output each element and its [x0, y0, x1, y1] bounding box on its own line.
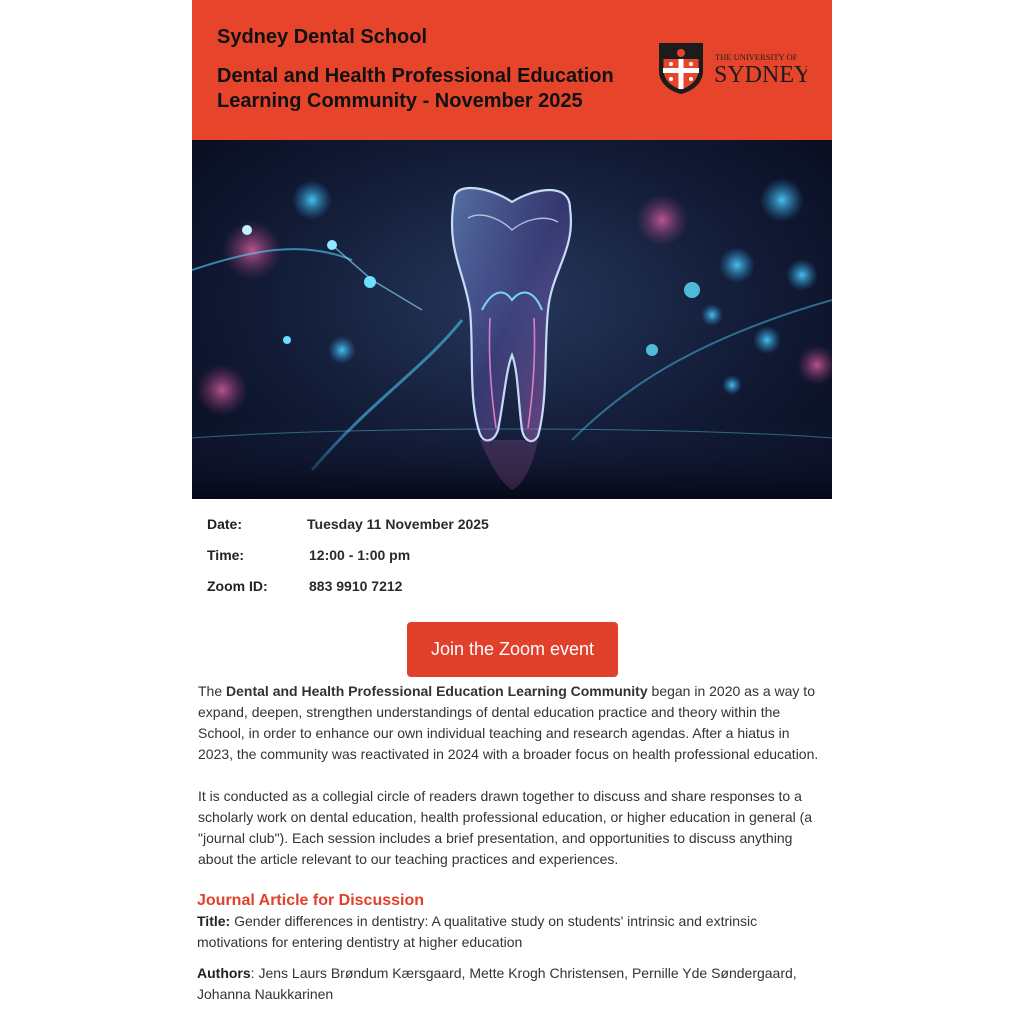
university-crest-icon: [657, 41, 807, 95]
intro-prefix: The: [198, 683, 227, 699]
article-authors-value: : Jens Laurs Brøndum Kærsgaard, Mette Krogh Christensen, Pernille Yde Søndergaard, Johanna Naukkarinen: [197, 965, 797, 1002]
svg-text:THE UNIVERSITY OF: THE UNIVERSITY OF: [715, 52, 798, 62]
article-title: [197, 911, 827, 953]
intro-paragraph-1: [198, 681, 826, 765]
join-zoom-button[interactable]: Join the Zoom event: [407, 622, 618, 677]
event-details: [192, 499, 832, 619]
event-title: Dental and Health Professional Education Learning Community - November 2025: [217, 65, 614, 112]
university-logo[interactable]: [657, 41, 807, 95]
header-banner: [192, 0, 832, 140]
school-name: Sydney Dental School: [217, 26, 428, 48]
article-section-title: Journal Article for Discussion: [197, 892, 425, 909]
time-label: Time:: [207, 547, 245, 563]
zoom-id-label: Zoom ID:: [207, 578, 268, 594]
article-title-label: Title:: [197, 913, 231, 929]
intro-paragraph-2: It is conducted as a collegial circle of readers drawn together to discuss and share responses to a scholarly work on dental education, health professional education, or higher education in general (a "journal club"). Each session includes a brief presentation, and opportunities to discuss anything about the article relevant to our teaching practices and experiences.: [198, 788, 813, 867]
cta-wrapper: [192, 619, 832, 681]
zoom-id-value: 883 9910 7212: [309, 578, 403, 594]
intro-text: [192, 681, 832, 870]
date-label: Date:: [207, 516, 243, 532]
date-value: Tuesday 11 November 2025: [307, 516, 489, 532]
community-name: Dental and Health Professional Education Learning Community: [226, 683, 648, 699]
article-info: [192, 911, 832, 1005]
article-authors: [197, 963, 827, 1005]
crystal-tooth-icon: [192, 140, 832, 499]
email-body: [192, 0, 832, 1015]
intro-rest: began in 2020 as a way to expand, deepen, strengthen understandings of dental education practice and theory within the School, in order to enhance our own individual teaching and research agendas. After a hiatus in 2023, the community was reactivated in 2024 with a broader focus on health professional education.: [198, 683, 819, 762]
time-value: 12:00 - 1:00 pm: [309, 547, 411, 563]
hero-image: [192, 140, 832, 499]
svg-text:SYDNEY: SYDNEY: [714, 62, 807, 88]
article-title-value: Gender differences in dentistry: A qualitative study on students' intrinsic and extrinsic motivations for entering dentistry at higher education: [197, 913, 758, 950]
article-authors-label: Authors: [197, 965, 251, 981]
